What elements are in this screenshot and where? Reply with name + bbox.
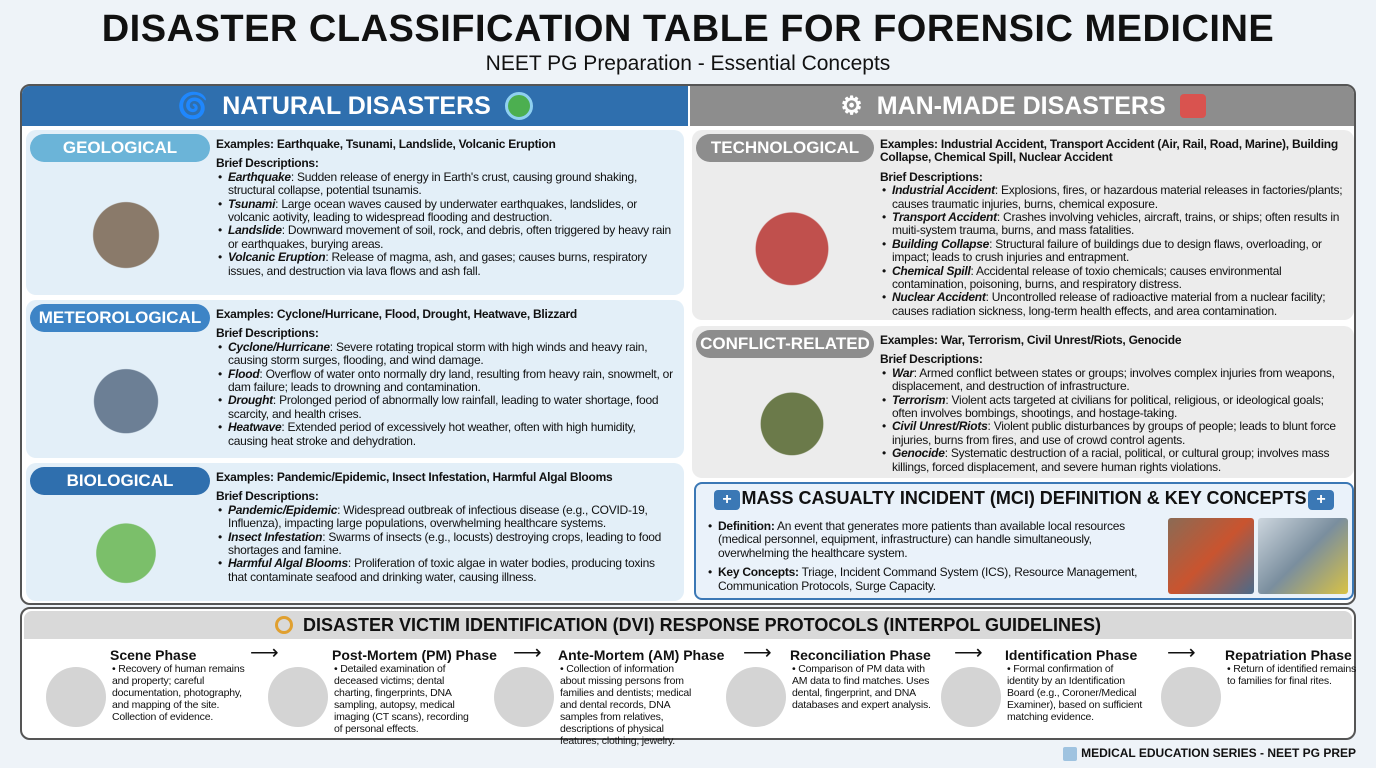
description-item: [216, 171, 676, 198]
phase-icon: [941, 667, 1001, 727]
term-desc: : Proliferation of toxic algae in water bodies, producing toxins that contaminate seafood and drinking water, causing illness.: [228, 556, 655, 584]
dvi-header: [24, 611, 1352, 639]
examples: Examples: Industrial Accident, Transport Accident (Air, Rail, Road, Marine), Building Collapse, Chemical Spill, Nuclear Accident: [880, 137, 1338, 165]
first-aid-icon: +: [714, 490, 740, 510]
term-desc: : Downward movement of soil, rock, and debris, often triggered by heavy rain or earthquakes, burying areas.: [228, 223, 671, 251]
category-text: [880, 334, 1346, 474]
description-item: [880, 238, 1346, 265]
category-pill: TECHNOLOGICAL: [696, 134, 874, 162]
page-subtitle: NEET PG Preparation - Essential Concepts: [485, 52, 891, 75]
phase-title: Repatriation Phase: [1225, 647, 1352, 663]
description-item: [216, 224, 676, 251]
description-item: [216, 504, 676, 531]
examples: Examples: Pandemic/Epidemic, Insect Infestation, Harmful Algal Blooms: [216, 470, 613, 484]
term: Insect Infestation: [228, 529, 323, 544]
category-illustration: [56, 344, 196, 448]
term-desc: : Violent public disturbances by groups of people; leads to blunt force injuries, burns from fires, and use of crowd control agents.: [892, 419, 1336, 447]
term-desc: : Uncontrolled release of radioactive material from a nuclear facility; causes radiation sickness, long-term health effects, and area contamination.: [892, 290, 1326, 318]
term: Civil Unrest/Riots: [892, 419, 988, 434]
category-illustration: [722, 174, 862, 310]
manmade-header: [690, 86, 1356, 126]
mci-photo-hospital: [1258, 518, 1348, 594]
term-desc: : Extended period of excessively hot weather, often with high humidity, causing heat stroke and dehydration.: [228, 420, 636, 448]
term: Flood: [228, 366, 260, 381]
natural-header: [22, 86, 688, 126]
category-card-technological: [692, 130, 1354, 320]
arrow-right-icon: ⟶: [743, 642, 772, 664]
phase-desc: • Detailed examination of deceased victims; dental charting, fingerprints, DNA sampling, autopsy, medical imaging (CT scans), recording of personal effects.: [334, 663, 469, 735]
arrow-right-icon: ⟶: [954, 642, 983, 664]
term-desc: : Severe rotating tropical storm with high winds and heavy rain, causing storm surges, flooding, and wind damage.: [228, 339, 648, 368]
term-desc: : Structural failure of buildings due to design flaws, overloading, or impact; leads to crush injuries and entrapment.: [892, 236, 1322, 265]
mci-text: [706, 520, 1156, 593]
category-text: [216, 471, 676, 584]
phase-icon: [494, 667, 554, 727]
description-item: [880, 420, 1346, 447]
description-item: [880, 291, 1346, 318]
phase-icon: [726, 667, 786, 727]
description-item: [216, 341, 676, 368]
key-concepts-label: Key Concepts:: [718, 565, 799, 580]
first-aid-icon: +: [1308, 490, 1334, 510]
description-item: [216, 421, 676, 448]
examples: Examples: War, Terrorism, Civil Unrest/Riots, Genocide: [880, 333, 1182, 347]
description-item: [216, 394, 676, 421]
term: Building Collapse: [892, 236, 990, 251]
term-desc: : Violent acts targeted at civilians for political, religious, or ideological goals; often involves bombings, shootings, and hostage-taking.: [892, 392, 1324, 421]
phase-icon: [1161, 667, 1221, 727]
examples: Examples: Earthquake, Tsunami, Landslide, Volcanic Eruption: [216, 137, 556, 151]
phase-title: Ante-Mortem (AM) Phase: [558, 647, 725, 663]
footer: [1063, 746, 1356, 761]
mci-panel: [694, 482, 1354, 600]
dvi-title: DISASTER VICTIM IDENTIFICATION (DVI) RESPONSE PROTOCOLS (INTERPOL GUIDELINES): [302, 614, 1102, 635]
category-illustration: [56, 174, 196, 285]
term: Landslide: [228, 223, 282, 238]
term-desc: : Crashes involving vehicles, aircraft, trains, or ships; often results in muiti-system trauma, burns, and mass fatalities.: [892, 210, 1340, 238]
brief-label: Brief Descriptions:: [216, 489, 319, 504]
brief-label: Brief Descriptions:: [880, 169, 983, 184]
category-pill: BIOLOGICAL: [30, 467, 210, 495]
category-pill: GEOLOGICAL: [30, 134, 210, 162]
dvi-section: [20, 607, 1357, 747]
phase-icon: [46, 667, 106, 727]
globe-icon: [505, 92, 533, 120]
tornado-icon: 🌀: [177, 91, 209, 120]
description-item: [216, 368, 676, 395]
category-text: [216, 308, 676, 448]
phase-title: Reconciliation Phase: [790, 647, 931, 663]
description-item: [216, 198, 676, 225]
term: Terrorism: [892, 392, 946, 407]
description-item: [880, 394, 1346, 421]
term: Volcanic Eruption: [228, 250, 326, 265]
category-card-meteorological: [26, 300, 684, 458]
phase-title: Post-Mortem (PM) Phase: [332, 647, 497, 663]
term: Earthquake: [228, 169, 291, 184]
phase-title: Identification Phase: [1005, 647, 1138, 663]
term: Pandemic/Epidemic: [228, 502, 338, 517]
arrow-right-icon: ⟶: [250, 642, 279, 664]
category-pill: CONFLICT-RELATED: [696, 330, 874, 358]
gears-icon: ⚙: [840, 92, 863, 120]
arrow-right-icon: ⟶: [1167, 642, 1196, 664]
brief-label: Brief Descriptions:: [216, 156, 319, 171]
category-illustration: [56, 507, 196, 591]
term-desc: : Widespread outbreak of infectious disease (e.g., COVID-19, Influenza), impacting large populations, overwhelming healthcare systems.: [228, 502, 648, 531]
mci-photo-rescue: [1168, 518, 1254, 594]
logo-icon: [1063, 747, 1077, 761]
phase-desc: • Collection of information about missing persons from families and dentists; medical and dental records, DNA samples from relatives, descriptions of physical features, clothing, jewelry.: [560, 663, 692, 747]
term-desc: : Explosions, fires, or hazardous material releases in factories/plants; causes traumatic injuries, burns, chemical exposure.: [892, 183, 1343, 211]
dvi-phase: [32, 647, 252, 739]
term-desc: : Large ocean waves caused by underwater earthquakes, landslides, or volcanic aotivity, leading to widespread flooding and destruction.: [228, 196, 638, 225]
brief-label: Brief Descriptions:: [880, 352, 983, 367]
phase-desc: • Formal confirmation of identity by an Identification Board (e.g., Coroner/Medical Examiner), based on sufficient matching evidence.: [1007, 663, 1143, 723]
natural-heading: NATURAL DISASTERS: [222, 91, 491, 120]
category-illustration: [722, 370, 862, 468]
description-item: [880, 265, 1346, 292]
phase-desc: • Return of identified remains to families for final rites.: [1227, 663, 1357, 687]
term-desc: : Sudden release of energy in Earth's crust, causing ground shaking, structural collapse, potential tsunamis.: [228, 169, 638, 198]
term-desc: : Overflow of water onto normally dry land, resulting from heavy rain, snowmelt, or dam failure; leads to drowning and contamination.: [228, 366, 673, 395]
term-desc: : Swarms of insects (e.g., locusts) destroying crops, leading to food shortages and famine.: [228, 529, 662, 558]
term: Tsunami: [228, 196, 276, 211]
description-item: [880, 447, 1346, 474]
term: War: [892, 365, 914, 380]
description-item: [216, 251, 676, 278]
term: Cyclone/Hurricane: [228, 339, 330, 354]
category-pill: METEOROLOGICAL: [30, 304, 210, 332]
term: Genocide: [892, 446, 945, 461]
page-title: DISASTER CLASSIFICATION TABLE FOR FORENSIC MEDICINE: [101, 8, 1275, 50]
phase-desc: • Comparison of PM data with AM data to find matches. Uses dental, fingerprint, and DNA databases and expert analysis.: [792, 663, 931, 711]
description-item: [216, 557, 676, 584]
term-desc: : Release of magma, ash, and gases; causes burns, respiratory issues, and destruction via lava flows and ash fall.: [228, 250, 647, 278]
term: Nuclear Accident: [892, 290, 986, 305]
term-desc: : Systematic destruction of a racial, political, or cultural group; involves mass killings, forced displacement, and severe human rights violations.: [892, 446, 1330, 474]
dvi-phase: [254, 647, 497, 739]
term: Harmful Algal Blooms: [228, 556, 348, 571]
term: Chemical Spill: [892, 263, 971, 278]
factory-explosion-icon: [1180, 94, 1206, 118]
description-item: [880, 211, 1346, 238]
category-text: [880, 138, 1346, 318]
arrow-right-icon: ⟶: [513, 642, 542, 664]
term: Drought: [228, 393, 273, 408]
key-concepts-text: Triage, Incident Command System (ICS), Resource Management, Communication Protocols, Surge Capacity.: [718, 565, 1138, 593]
mci-title: MASS CASUALTY INCIDENT (MCI) DEFINITION & KEY CONCEPTS: [741, 488, 1307, 508]
phase-title: Scene Phase: [110, 647, 197, 663]
manmade-heading: MAN-MADE DISASTERS: [876, 91, 1166, 120]
magnifier-icon: [275, 616, 293, 634]
term: Heatwave: [228, 420, 282, 435]
classification-table: [20, 84, 1356, 605]
definition-text: An event that generates more patients than available local resources (medical personnel, equipment, infrastructure) can handle simultaneously, overwhelming the healthcare system.: [718, 519, 1125, 560]
category-card-conflict-related: [692, 326, 1354, 478]
brief-label: Brief Descriptions:: [216, 326, 319, 341]
examples: Examples: Cyclone/Hurricane, Flood, Drought, Heatwave, Blizzard: [216, 307, 578, 321]
description-item: [216, 531, 676, 558]
phase-desc: • Recovery of human remains and property; careful documentation, photography, and mapping of the site. Collection of evidence.: [112, 663, 245, 723]
term: Transport Accident: [892, 210, 997, 225]
term-desc: : Accidental release of toxio chemicals; causes environmental contamination, poisoning, burns, and respiratory distress.: [892, 263, 1282, 292]
category-text: [216, 138, 676, 278]
definition-label: Definition:: [718, 519, 775, 533]
category-card-geological: [26, 130, 684, 295]
term: Industrial Accident: [892, 183, 995, 198]
phase-icon: [268, 667, 328, 727]
term-desc: : Armed conflict between states or groups; involves complex injuries from weapons, displacement, and destruction of infrastructure.: [892, 365, 1335, 394]
category-card-biological: [26, 463, 684, 601]
term-desc: : Prolonged period of abnormally low rainfall, leading to water shortage, food scarcity, and health crises.: [228, 393, 659, 421]
description-item: [880, 184, 1346, 211]
description-item: [880, 367, 1346, 394]
footer-text: MEDICAL EDUCATION SERIES - NEET PG PREP: [1081, 746, 1356, 760]
